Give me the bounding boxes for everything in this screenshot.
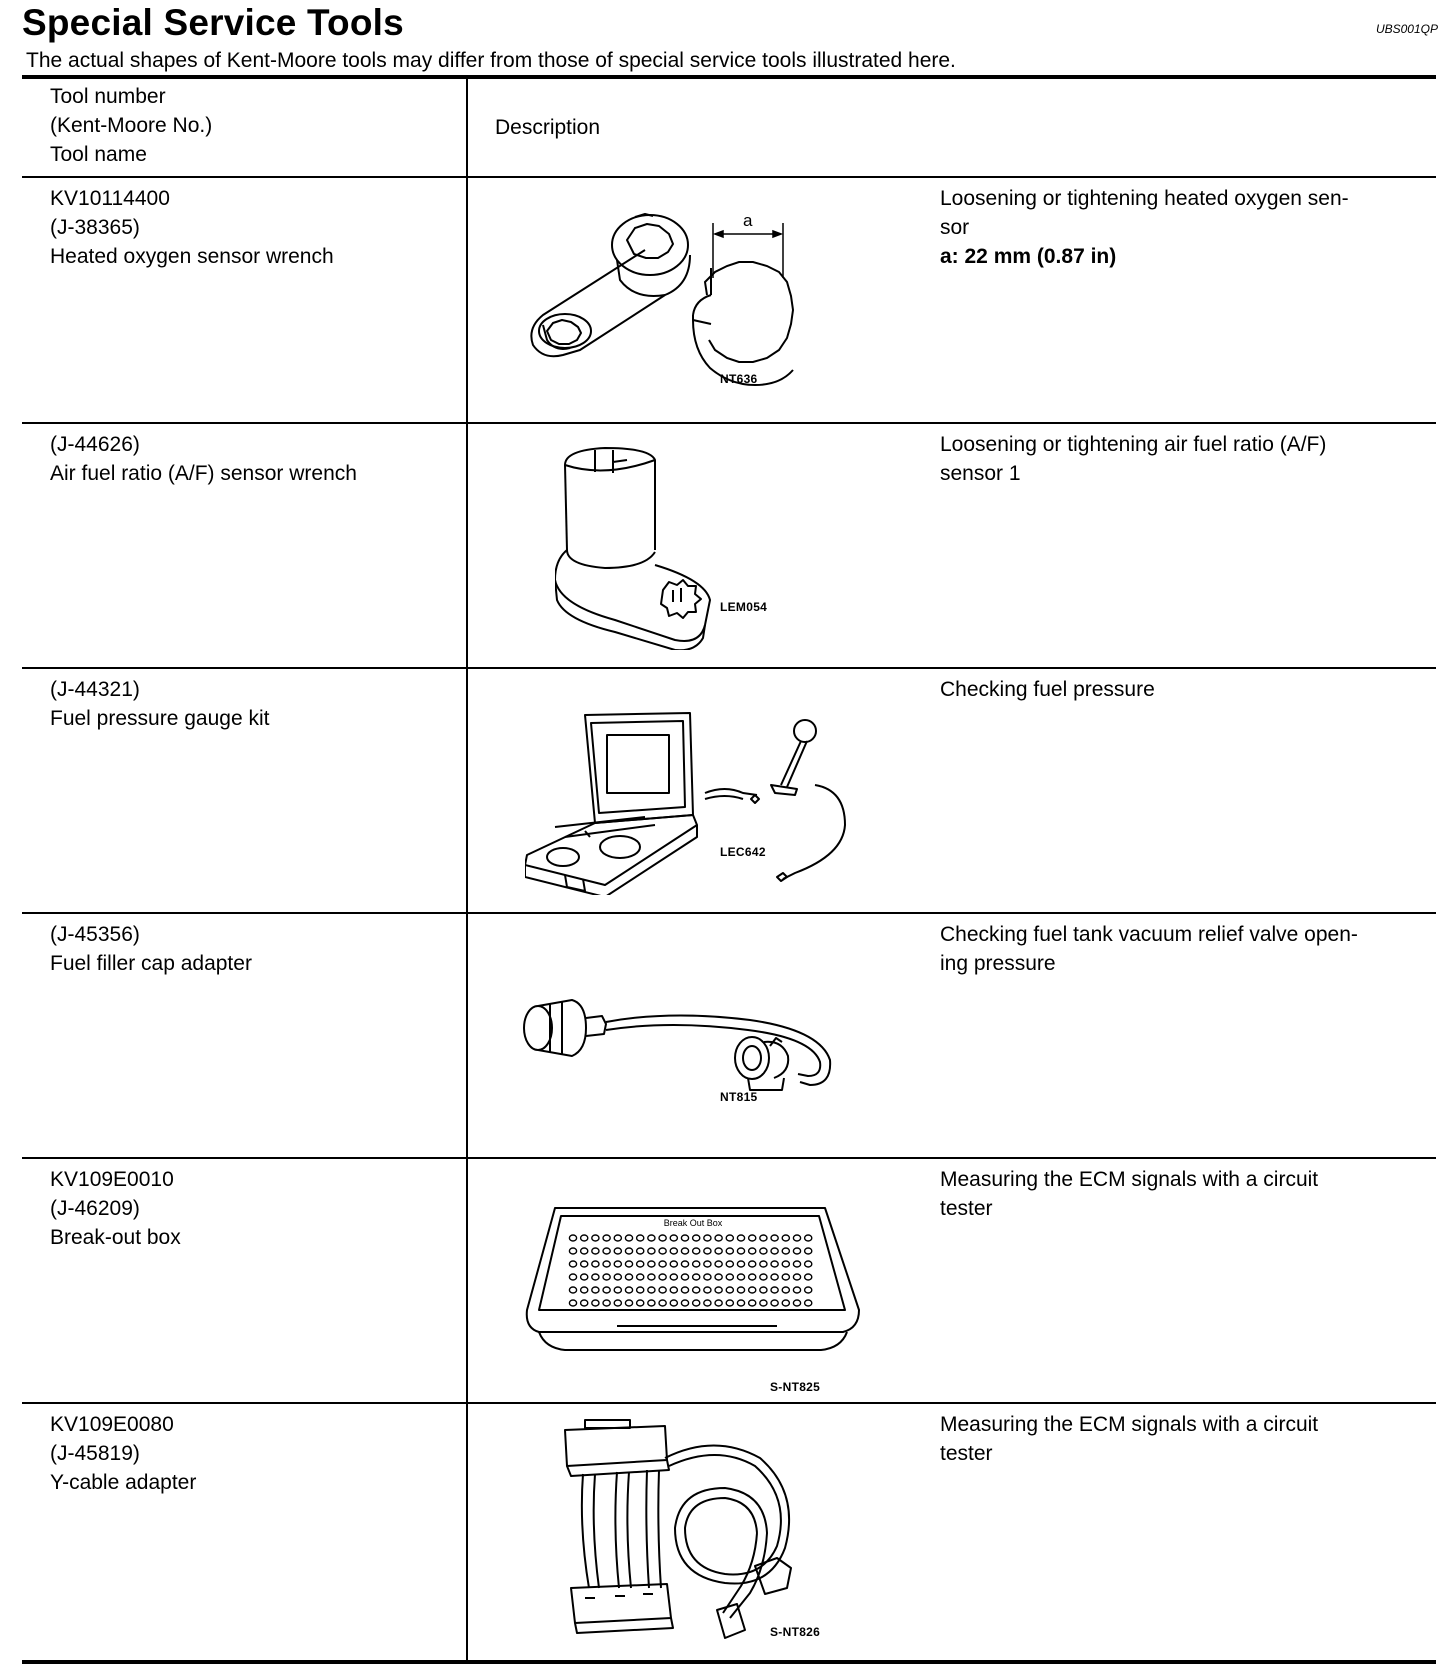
connector-pin	[805, 1300, 812, 1306]
kent-moore-number: (J-45819)	[50, 1442, 140, 1465]
connector-pin	[749, 1235, 756, 1241]
connector-pin	[681, 1287, 688, 1293]
document-code: UBS001QP	[1375, 22, 1438, 36]
connector-pin	[771, 1261, 778, 1267]
connector-pin	[693, 1287, 700, 1293]
row-6-tool	[50, 1410, 196, 1497]
connector-pin	[681, 1261, 688, 1267]
connector-pin	[760, 1248, 767, 1254]
row-4-description	[940, 920, 1358, 978]
connector-pin	[670, 1274, 677, 1280]
connector-pin	[603, 1274, 610, 1280]
row-2-tool	[50, 430, 357, 488]
spec-value: a: 22 mm (0.87 in)	[940, 245, 1117, 268]
connector-pin	[614, 1300, 621, 1306]
row-3-tool	[50, 675, 269, 733]
connector-pin	[749, 1261, 756, 1267]
header-tool-name: Tool name	[50, 143, 147, 166]
connector-pin	[625, 1235, 632, 1241]
connector-pin	[793, 1261, 800, 1267]
description-line: Loosening or tightening heated oxygen sen-	[940, 187, 1349, 210]
connector-pin	[805, 1248, 812, 1254]
connector-pin	[603, 1287, 610, 1293]
connector-pin	[625, 1300, 632, 1306]
connector-pin	[782, 1261, 789, 1267]
header-tool-number: Tool number	[50, 85, 166, 108]
connector-pin	[704, 1300, 711, 1306]
connector-pin	[659, 1300, 666, 1306]
row-1-description	[940, 184, 1349, 271]
description-line: Measuring the ECM signals with a circuit	[940, 1413, 1319, 1436]
connector-pin	[715, 1235, 722, 1241]
kent-moore-number: (J-38365)	[50, 216, 140, 239]
connector-pin	[693, 1274, 700, 1280]
description-line: tester	[940, 1442, 993, 1465]
row-4-tool	[50, 920, 252, 978]
connector-pin	[648, 1248, 655, 1254]
connector-pin	[793, 1300, 800, 1306]
connector-pin	[793, 1274, 800, 1280]
connector-pin	[760, 1274, 767, 1280]
figure-code: LEC642	[720, 845, 766, 859]
connector-pin	[715, 1248, 722, 1254]
connector-pin	[715, 1274, 722, 1280]
connector-pin	[569, 1261, 576, 1267]
connector-pin	[581, 1274, 588, 1280]
connector-pin	[681, 1248, 688, 1254]
connector-pin	[704, 1287, 711, 1293]
connector-pin	[704, 1261, 711, 1267]
connector-pin	[681, 1274, 688, 1280]
connector-pin	[715, 1261, 722, 1267]
connector-pin	[592, 1235, 599, 1241]
connector-pin	[603, 1235, 610, 1241]
connector-pin	[704, 1235, 711, 1241]
page-title: Special Service Tools	[22, 2, 404, 43]
description-line: tester	[940, 1197, 993, 1220]
connector-pin	[614, 1248, 621, 1254]
column-divider	[466, 78, 468, 1660]
tool-name: Fuel pressure gauge kit	[50, 707, 270, 730]
connector-pin	[569, 1235, 576, 1241]
row-divider	[22, 1402, 1436, 1404]
connector-pin	[749, 1300, 756, 1306]
connector-pin	[614, 1235, 621, 1241]
connector-pin	[659, 1287, 666, 1293]
break-out-box-illustration	[525, 1198, 865, 1358]
connector-pin	[637, 1248, 644, 1254]
connector-pin	[569, 1248, 576, 1254]
tool-name: Heated oxygen sensor wrench	[50, 245, 334, 268]
connector-pin	[805, 1235, 812, 1241]
kent-moore-number: (J-44626)	[50, 433, 140, 456]
row-divider	[22, 1157, 1436, 1159]
connector-pin	[603, 1300, 610, 1306]
tool-name: Break-out box	[50, 1226, 181, 1249]
connector-pin	[614, 1261, 621, 1267]
connector-pin	[749, 1274, 756, 1280]
connector-pin	[625, 1287, 632, 1293]
connector-pin	[771, 1248, 778, 1254]
connector-pin	[569, 1300, 576, 1306]
y-cable-adapter-illustration	[555, 1418, 825, 1643]
connector-pin	[592, 1261, 599, 1267]
connector-pin	[637, 1235, 644, 1241]
description-line: sensor 1	[940, 462, 1021, 485]
connector-pin	[726, 1300, 733, 1306]
connector-pin	[659, 1261, 666, 1267]
tool-name: Y-cable adapter	[50, 1471, 197, 1494]
connector-pin	[771, 1287, 778, 1293]
connector-pin	[625, 1261, 632, 1267]
connector-pin	[771, 1274, 778, 1280]
connector-pin	[737, 1235, 744, 1241]
connector-pin	[592, 1287, 599, 1293]
connector-pin	[793, 1287, 800, 1293]
connector-pin	[693, 1261, 700, 1267]
connector-pin	[771, 1235, 778, 1241]
header-tool-column	[50, 82, 212, 169]
header-kent-moore: (Kent-Moore No.)	[50, 114, 213, 137]
figure-code: S-NT826	[770, 1625, 821, 1639]
connector-pin	[782, 1235, 789, 1241]
connector-pin	[737, 1248, 744, 1254]
connector-pin	[581, 1300, 588, 1306]
connector-pin	[782, 1300, 789, 1306]
connector-pin	[648, 1300, 655, 1306]
connector-pin	[670, 1235, 677, 1241]
connector-pin	[704, 1274, 711, 1280]
connector-pin	[681, 1300, 688, 1306]
connector-pin	[603, 1248, 610, 1254]
kent-moore-number: (J-45356)	[50, 923, 140, 946]
figure-code: S-NT825	[770, 1380, 821, 1394]
page-note: The actual shapes of Kent-Moore tools may differ from those of special service tools illustrated here.	[26, 49, 956, 72]
af-sensor-wrench-illustration	[555, 440, 755, 650]
connector-pin	[648, 1274, 655, 1280]
connector-pin	[737, 1261, 744, 1267]
connector-pin	[592, 1300, 599, 1306]
row-divider	[22, 667, 1436, 669]
row-5-description	[940, 1165, 1318, 1223]
connector-pin	[805, 1287, 812, 1293]
connector-pin	[793, 1235, 800, 1241]
connector-pin	[693, 1300, 700, 1306]
dimension-label: a	[743, 211, 753, 230]
connector-pin	[771, 1300, 778, 1306]
connector-pin	[670, 1287, 677, 1293]
connector-pin	[726, 1261, 733, 1267]
connector-pin	[603, 1261, 610, 1267]
connector-pin	[715, 1287, 722, 1293]
row-3-description	[940, 675, 1155, 704]
connector-pin	[737, 1300, 744, 1306]
row-divider	[22, 422, 1436, 424]
top-rule	[22, 75, 1436, 79]
row-6-description	[940, 1410, 1318, 1468]
description-line: ing pressure	[940, 952, 1056, 975]
connector-pin	[782, 1248, 789, 1254]
connector-pin	[659, 1248, 666, 1254]
connector-pin	[760, 1261, 767, 1267]
row-1-tool	[50, 184, 334, 271]
description-line: sor	[940, 216, 970, 239]
connector-pin	[726, 1235, 733, 1241]
tool-name: Air fuel ratio (A/F) sensor wrench	[50, 462, 357, 485]
heated-oxygen-sensor-wrench-illustration	[525, 200, 855, 400]
connector-pin	[737, 1274, 744, 1280]
figure-code: NT815	[720, 1090, 758, 1104]
row-5-tool	[50, 1165, 181, 1252]
connector-pin	[648, 1287, 655, 1293]
connector-pin	[693, 1248, 700, 1254]
connector-pin	[670, 1261, 677, 1267]
connector-pin	[782, 1274, 789, 1280]
connector-pin	[637, 1287, 644, 1293]
connector-pin	[670, 1248, 677, 1254]
connector-pin	[659, 1235, 666, 1241]
kent-moore-number: (J-46209)	[50, 1197, 140, 1220]
tool-name: Fuel filler cap adapter	[50, 952, 252, 975]
connector-pin	[614, 1274, 621, 1280]
connector-pin	[782, 1287, 789, 1293]
connector-pin	[726, 1274, 733, 1280]
connector-pin	[737, 1287, 744, 1293]
connector-pin	[637, 1261, 644, 1267]
figure-code: LEM054	[720, 600, 768, 614]
connector-pin	[659, 1274, 666, 1280]
tool-number: KV109E0080	[50, 1413, 174, 1436]
connector-pin	[760, 1300, 767, 1306]
connector-pin	[592, 1248, 599, 1254]
fuel-pressure-gauge-kit-illustration	[525, 705, 865, 895]
connector-pin	[648, 1235, 655, 1241]
connector-pin	[648, 1261, 655, 1267]
connector-pin	[805, 1261, 812, 1267]
description-line: Checking fuel tank vacuum relief valve open-	[940, 923, 1358, 946]
header-divider	[22, 176, 1436, 178]
box-label: Break Out Box	[663, 1218, 723, 1228]
connector-pin	[581, 1248, 588, 1254]
bottom-rule	[22, 1660, 1436, 1664]
connector-pin	[637, 1300, 644, 1306]
connector-pin	[569, 1274, 576, 1280]
connector-pin	[693, 1235, 700, 1241]
connector-pin	[581, 1261, 588, 1267]
connector-pin	[793, 1248, 800, 1254]
connector-pin	[760, 1287, 767, 1293]
connector-pin	[760, 1235, 767, 1241]
connector-pin	[581, 1287, 588, 1293]
connector-pin	[637, 1274, 644, 1280]
connector-pin	[592, 1274, 599, 1280]
kent-moore-number: (J-44321)	[50, 678, 140, 701]
connector-pin	[749, 1248, 756, 1254]
connector-pin	[681, 1235, 688, 1241]
figure-code: NT636	[720, 372, 758, 386]
connector-pin	[569, 1287, 576, 1293]
tool-number: KV10114400	[50, 187, 170, 210]
header-description: Description	[495, 116, 601, 139]
row-divider	[22, 912, 1436, 914]
connector-pin	[715, 1300, 722, 1306]
tool-number: KV109E0010	[50, 1168, 174, 1191]
connector-pin	[726, 1248, 733, 1254]
connector-pin	[625, 1274, 632, 1280]
connector-pin	[749, 1287, 756, 1293]
description-line: Checking fuel pressure	[940, 678, 1155, 701]
row-2-description	[940, 430, 1326, 488]
connector-pin	[670, 1300, 677, 1306]
description-line: Loosening or tightening air fuel ratio (A/F)	[940, 433, 1327, 456]
connector-pin-grid	[569, 1235, 811, 1306]
connector-pin	[704, 1248, 711, 1254]
connector-pin	[805, 1274, 812, 1280]
fuel-filler-cap-adapter-illustration	[520, 990, 860, 1100]
connector-pin	[614, 1287, 621, 1293]
connector-pin	[625, 1248, 632, 1254]
connector-pin	[726, 1287, 733, 1293]
connector-pin	[581, 1235, 588, 1241]
description-line: Measuring the ECM signals with a circuit	[940, 1168, 1319, 1191]
